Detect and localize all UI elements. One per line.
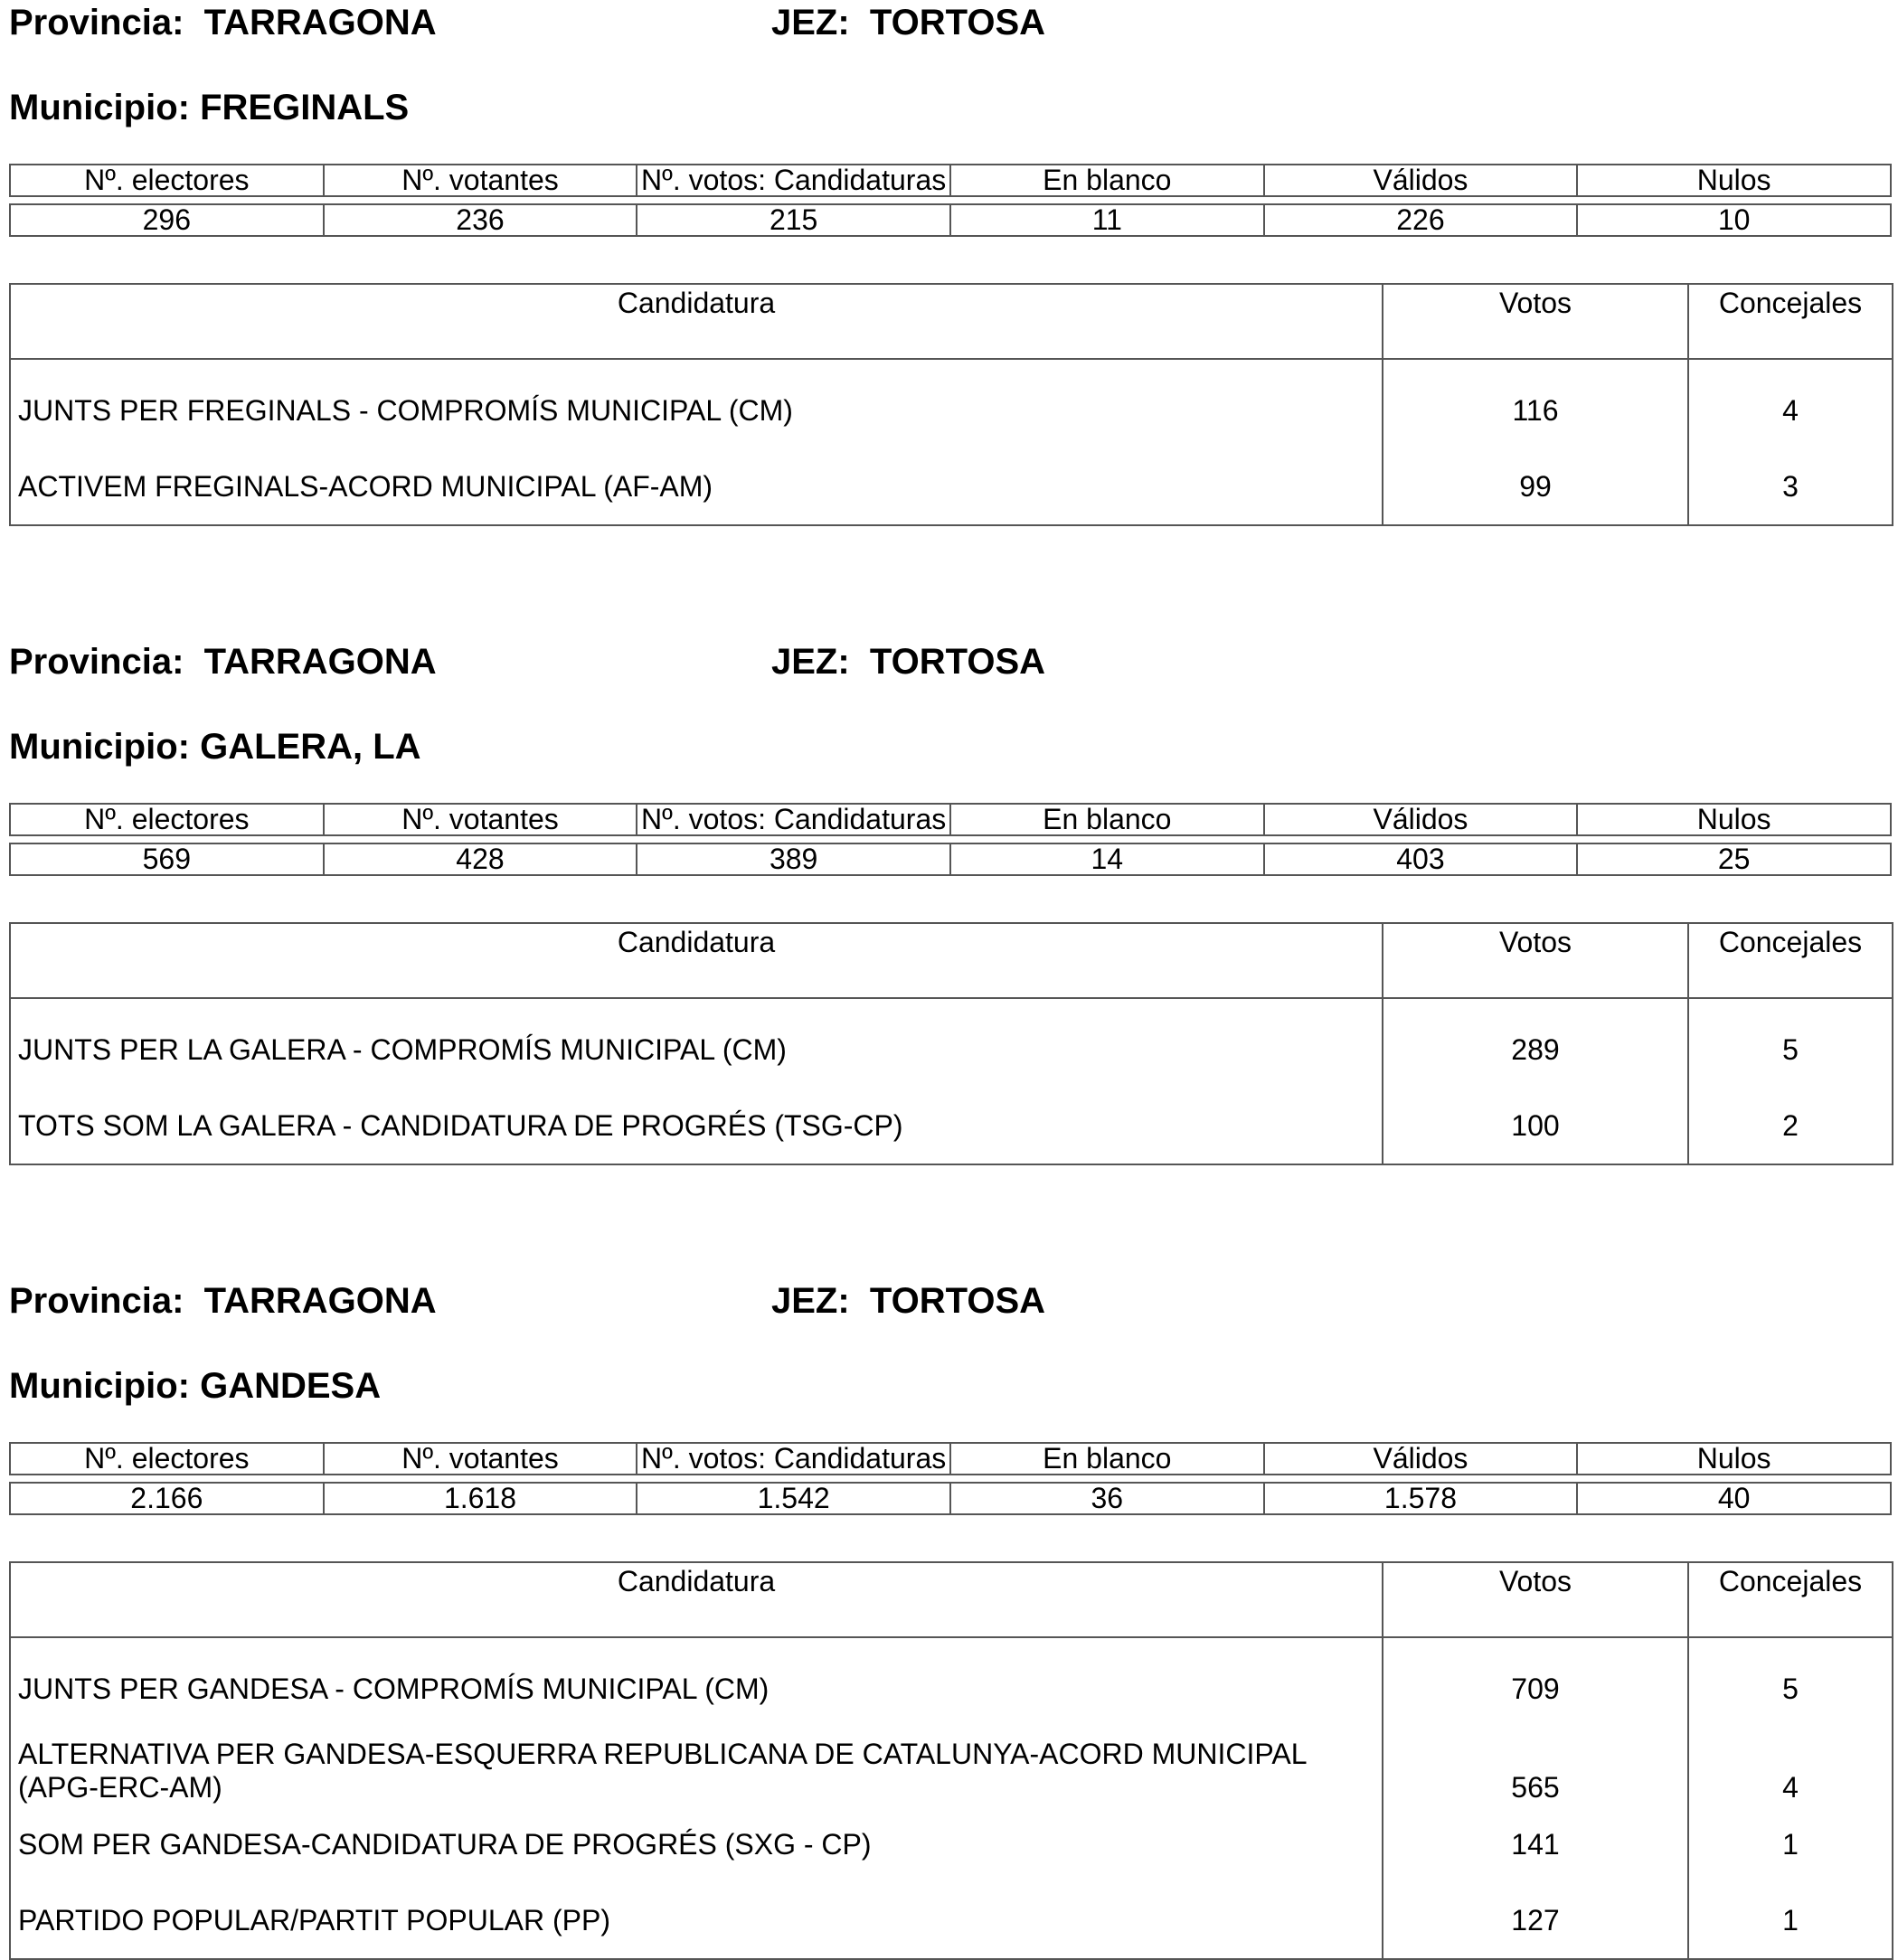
municipio-value: GALERA, LA bbox=[200, 727, 421, 767]
candidate-votos: 565 bbox=[1383, 1727, 1688, 1806]
summary-header-en-blanco: En blanco bbox=[950, 804, 1264, 835]
candidate-votos: 141 bbox=[1383, 1806, 1688, 1882]
municipio-line bbox=[9, 90, 409, 126]
candidate-name: ACTIVEM FREGINALS-ACORD MUNICIPAL (AF-AM) bbox=[10, 448, 1383, 525]
provincia-line bbox=[9, 644, 437, 680]
provincia-value: TARRAGONA bbox=[203, 3, 437, 42]
candidates-table bbox=[9, 283, 1893, 526]
summary-value: 25 bbox=[1577, 843, 1891, 875]
summary-value: 236 bbox=[324, 204, 637, 236]
candidate-concejales: 4 bbox=[1782, 1771, 1799, 1804]
summary-header-en-blanco: En blanco bbox=[950, 1443, 1264, 1475]
summary-value: 215 bbox=[637, 204, 950, 236]
summary-value: 1.542 bbox=[637, 1483, 950, 1514]
jez-value: TORTOSA bbox=[869, 3, 1046, 42]
jez-value: TORTOSA bbox=[869, 642, 1046, 682]
summary-header-electores: Nº. electores bbox=[10, 804, 324, 835]
jez-label: JEZ: bbox=[771, 1281, 850, 1321]
candidate-concejales: 3 bbox=[1782, 469, 1799, 503]
municipio-value: GANDESA bbox=[200, 1366, 382, 1406]
summary-header-votos-candidaturas: Nº. votos: Candidaturas bbox=[637, 165, 950, 196]
municipio-label: Municipio: bbox=[9, 727, 190, 767]
jez-label: JEZ: bbox=[771, 3, 850, 42]
summary-header-votantes: Nº. votantes bbox=[324, 804, 637, 835]
candidate-concejales: 5 bbox=[1782, 1672, 1799, 1705]
summary-value: 36 bbox=[950, 1483, 1264, 1514]
candidate-name: JUNTS PER LA GALERA - COMPROMÍS MUNICIPAL (CM) bbox=[10, 998, 1383, 1088]
cand-header-candidatura: Candidatura bbox=[10, 923, 1383, 998]
candidate-votos: 100 bbox=[1383, 1088, 1688, 1164]
provincia-value: TARRAGONA bbox=[203, 642, 437, 682]
provincia-value: TARRAGONA bbox=[203, 1281, 437, 1321]
summary-header-electores: Nº. electores bbox=[10, 1443, 324, 1475]
summary-value: 569 bbox=[10, 843, 324, 875]
provincia-label: Provincia: bbox=[9, 1281, 184, 1321]
jez-value: TORTOSA bbox=[869, 1281, 1046, 1321]
cand-header-concejales: Concejales bbox=[1688, 1562, 1893, 1637]
jez-line bbox=[771, 644, 1045, 680]
candidate-name: ALTERNATIVA PER GANDESA-ESQUERRA REPUBLICANA DE CATALUNYA-ACORD MUNICIPAL (APG-ERC-AM) bbox=[10, 1727, 1383, 1806]
summary-value: 226 bbox=[1264, 204, 1578, 236]
candidate-row bbox=[10, 998, 1893, 1088]
summary-header-nulos: Nulos bbox=[1577, 1443, 1891, 1475]
summary-header-votos-candidaturas: Nº. votos: Candidaturas bbox=[637, 804, 950, 835]
summary-values-table bbox=[9, 843, 1892, 876]
candidate-name: SOM PER GANDESA-CANDIDATURA DE PROGRÉS (SXG - CP) bbox=[10, 1806, 1383, 1882]
candidates-table bbox=[9, 1561, 1893, 1960]
candidate-votos: 709 bbox=[1383, 1637, 1688, 1727]
cand-header-concejales: Concejales bbox=[1688, 284, 1893, 359]
candidate-concejales: 5 bbox=[1782, 1032, 1799, 1066]
cand-header-candidatura: Candidatura bbox=[10, 284, 1383, 359]
candidate-row bbox=[10, 448, 1893, 525]
candidate-row bbox=[10, 1727, 1893, 1806]
summary-value: 2.166 bbox=[10, 1483, 324, 1514]
candidate-votos: 116 bbox=[1383, 359, 1688, 448]
cand-header-votos: Votos bbox=[1383, 284, 1688, 359]
summary-value: 389 bbox=[637, 843, 950, 875]
summary-value: 296 bbox=[10, 204, 324, 236]
candidate-name: JUNTS PER FREGINALS - COMPROMÍS MUNICIPAL (CM) bbox=[10, 359, 1383, 448]
candidate-row bbox=[10, 1637, 1893, 1727]
summary-header-table bbox=[9, 164, 1892, 197]
cand-header-concejales: Concejales bbox=[1688, 923, 1893, 998]
cand-header-votos: Votos bbox=[1383, 1562, 1688, 1637]
summary-header-en-blanco: En blanco bbox=[950, 165, 1264, 196]
summary-header-nulos: Nulos bbox=[1577, 165, 1891, 196]
summary-header-nulos: Nulos bbox=[1577, 804, 1891, 835]
summary-value: 403 bbox=[1264, 843, 1578, 875]
candidate-votos: 289 bbox=[1383, 998, 1688, 1088]
provincia-line bbox=[9, 1283, 437, 1319]
provincia-label: Provincia: bbox=[9, 642, 184, 682]
municipio-value: FREGINALS bbox=[200, 88, 410, 127]
summary-value: 1.578 bbox=[1264, 1483, 1578, 1514]
candidate-row bbox=[10, 1088, 1893, 1164]
candidate-name: TOTS SOM LA GALERA - CANDIDATURA DE PROGRÉS (TSG-CP) bbox=[10, 1088, 1383, 1164]
candidates-table bbox=[9, 922, 1893, 1165]
candidate-concejales: 4 bbox=[1782, 393, 1799, 427]
municipio-line bbox=[9, 729, 421, 765]
summary-header-validos: Válidos bbox=[1264, 1443, 1578, 1475]
candidate-row bbox=[10, 1882, 1893, 1959]
candidate-concejales: 1 bbox=[1782, 1827, 1799, 1861]
cand-header-candidatura: Candidatura bbox=[10, 1562, 1383, 1637]
candidate-name: JUNTS PER GANDESA - COMPROMÍS MUNICIPAL (CM) bbox=[10, 1637, 1383, 1727]
candidate-name: PARTIDO POPULAR/PARTIT POPULAR (PP) bbox=[10, 1882, 1383, 1959]
summary-value: 14 bbox=[950, 843, 1264, 875]
municipio-label: Municipio: bbox=[9, 88, 190, 127]
summary-header-votantes: Nº. votantes bbox=[324, 165, 637, 196]
summary-values-table bbox=[9, 203, 1892, 237]
jez-line bbox=[771, 5, 1045, 41]
candidate-row bbox=[10, 359, 1893, 448]
summary-header-electores: Nº. electores bbox=[10, 165, 324, 196]
jez-label: JEZ: bbox=[771, 642, 850, 682]
summary-value: 11 bbox=[950, 204, 1264, 236]
summary-header-votos-candidaturas: Nº. votos: Candidaturas bbox=[637, 1443, 950, 1475]
candidate-concejales: 2 bbox=[1782, 1108, 1799, 1142]
candidate-row bbox=[10, 1806, 1893, 1882]
summary-value: 428 bbox=[324, 843, 637, 875]
jez-line bbox=[771, 1283, 1045, 1319]
summary-header-table bbox=[9, 803, 1892, 836]
provincia-label: Provincia: bbox=[9, 3, 184, 42]
candidate-votos: 127 bbox=[1383, 1882, 1688, 1959]
summary-value: 40 bbox=[1577, 1483, 1891, 1514]
summary-values-table bbox=[9, 1482, 1892, 1515]
provincia-line bbox=[9, 5, 437, 41]
cand-header-votos: Votos bbox=[1383, 923, 1688, 998]
summary-header-validos: Válidos bbox=[1264, 804, 1578, 835]
summary-header-validos: Válidos bbox=[1264, 165, 1578, 196]
summary-header-table bbox=[9, 1442, 1892, 1475]
summary-header-votantes: Nº. votantes bbox=[324, 1443, 637, 1475]
summary-value: 10 bbox=[1577, 204, 1891, 236]
candidate-votos: 99 bbox=[1383, 448, 1688, 525]
municipio-label: Municipio: bbox=[9, 1366, 190, 1406]
candidate-concejales: 1 bbox=[1782, 1903, 1799, 1936]
municipio-line bbox=[9, 1368, 381, 1404]
summary-value: 1.618 bbox=[324, 1483, 637, 1514]
